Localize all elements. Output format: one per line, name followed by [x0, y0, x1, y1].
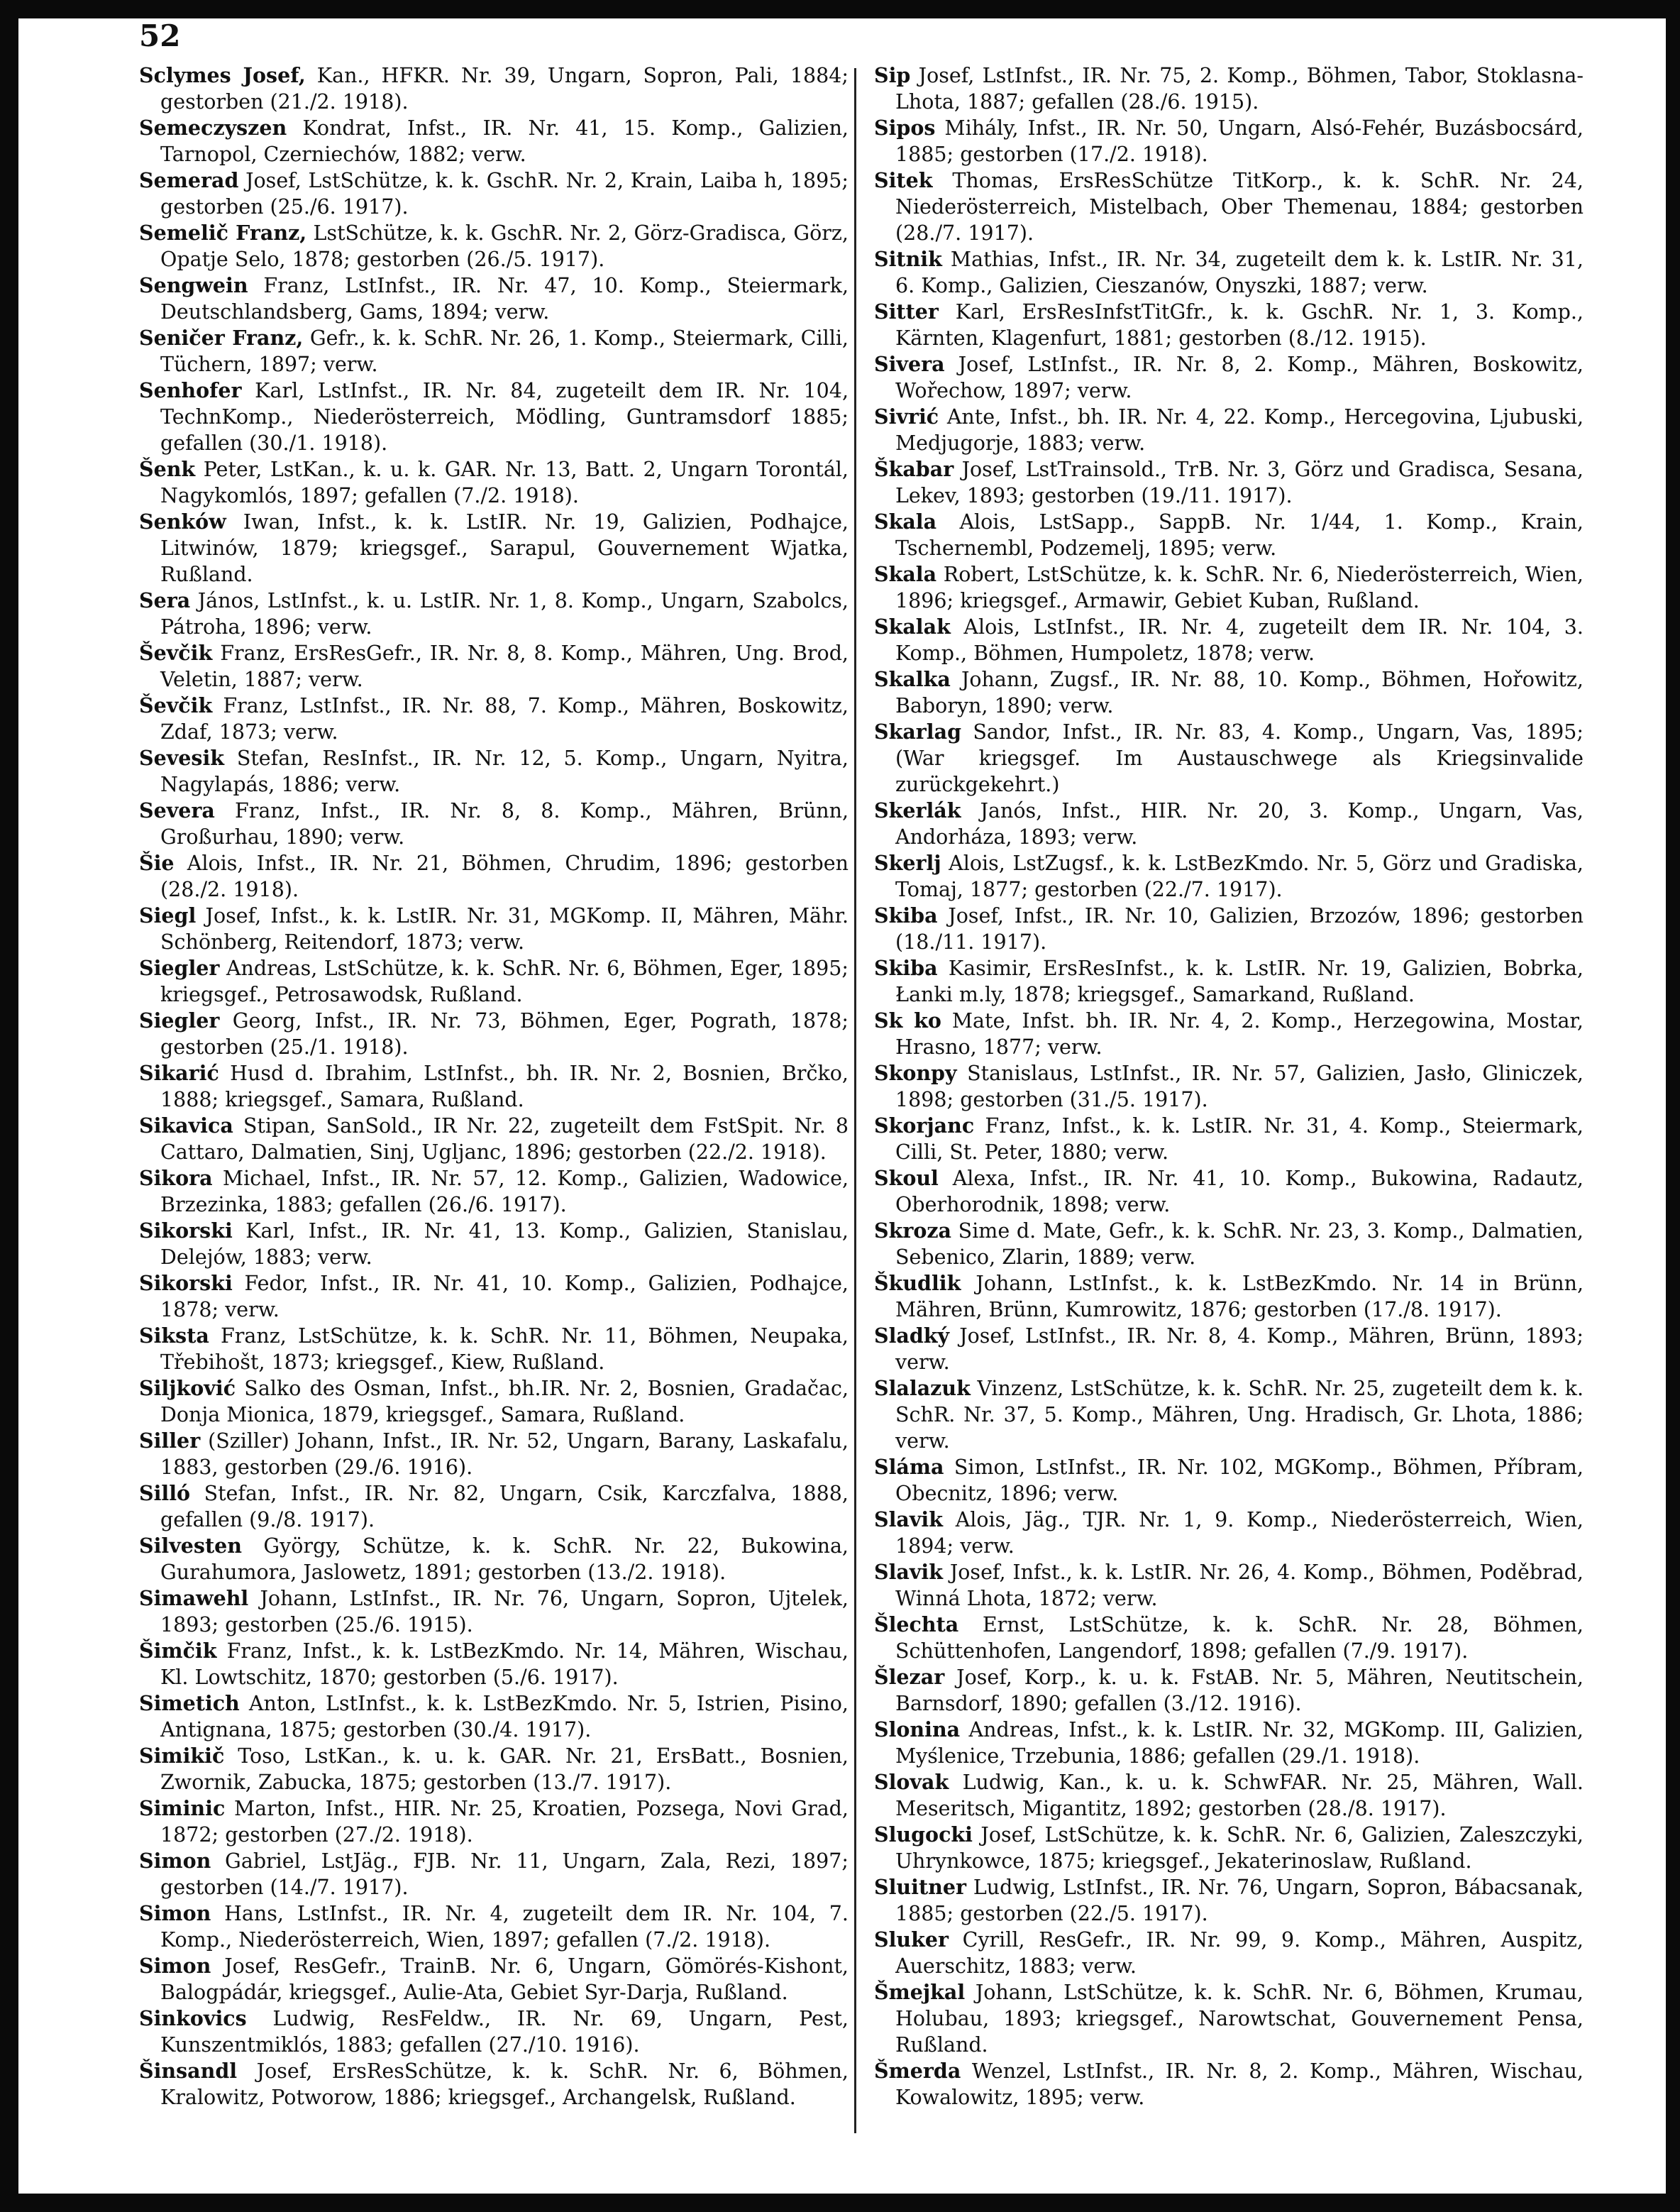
entry-surname: Skroza — [874, 1218, 952, 1243]
entry-details: Sime d. Mate, Gefr., k. k. SchR. Nr. 23, 3. Komp., Dalmatien, Sebenico, Zlarin, 1889; verw. — [895, 1219, 1584, 1269]
entry-surname: Siegler — [139, 1008, 220, 1033]
list-entry — [874, 1323, 1584, 1375]
entry-details: Alois, Jäg., TJR. Nr. 1, 9. Komp., Niederösterreich, Wien, 1894; verw. — [895, 1508, 1584, 1558]
entry-details: Mihály, Infst., IR. Nr. 50, Ungarn, Alsó-Fehér, Buzásbocsárd, 1885; gestorben (17./2. 1918). — [895, 116, 1584, 166]
entry-surname: Simon — [139, 1954, 211, 1978]
list-entry — [874, 1008, 1584, 1060]
list-entry — [874, 614, 1584, 666]
entry-details: Stipan, SanSold., IR Nr. 22, zugeteilt dem FstSpit. Nr. 8 Cattaro, Dalmatien, Sinj, Ugljanc, 1896; gestorben (22./2. 1918). — [160, 1114, 849, 1164]
entry-surname: Simon — [139, 1849, 211, 1873]
entry-surname: Slalazuk — [874, 1376, 971, 1400]
entry-details: Franz, ErsResGefr., IR. Nr. 8, 8. Komp., Mähren, Ung. Brod, Veletin, 1887; verw. — [160, 642, 849, 691]
entry-details: Stefan, Infst., IR. Nr. 82, Ungarn, Csik, Karczfalva, 1888, gefallen (9./8. 1917). — [160, 1482, 849, 1531]
list-entry — [139, 325, 849, 378]
entry-details: Johann, Zugsf., IR. Nr. 88, 10. Komp., Böhmen, Hořowitz, Baboryn, 1890; verw. — [895, 668, 1584, 717]
list-entry — [874, 1874, 1584, 1927]
list-entry — [139, 1533, 849, 1585]
entry-surname: Sikarić — [139, 1061, 219, 1085]
entry-details: György, Schütze, k. k. SchR. Nr. 22, Bukowina, Gurahumora, Jaslowetz, 1891; gestorben (13./2. 1918). — [160, 1534, 849, 1584]
entry-surname: Slavik — [874, 1507, 944, 1531]
entry-details: Alois, LstSapp., SappB. Nr. 1/44, 1. Komp., Krain, Tschernembl, Podzemelj, 1895; verw. — [895, 510, 1584, 560]
list-entry — [139, 1743, 849, 1795]
entry-surname: Skoul — [874, 1166, 939, 1190]
entry-details: János, LstInfst., k. u. LstIR. Nr. 1, 8. Komp., Ungarn, Szabolcs, Pátroha, 1896; verw. — [160, 589, 849, 639]
list-entry — [874, 666, 1584, 719]
list-entry — [139, 62, 849, 115]
list-entry — [139, 1795, 849, 1848]
entry-details: LstSchütze, k. k. GschR. Nr. 2, Görz-Gradisca, Görz, Opatje Selo, 1878; gestorben (26./5. 1917). — [160, 221, 849, 271]
entry-details: Simon, LstInfst., IR. Nr. 102, MGKomp., Böhmen, Příbram, Obecnitz, 1896; verw. — [895, 1456, 1584, 1505]
entry-surname: Simawehl — [139, 1586, 249, 1610]
entry-surname: Sikavica — [139, 1113, 233, 1138]
entry-details: Salko des Osman, Infst., bh.IR. Nr. 2, Bosnien, Gradačac, Donja Mionica, 1879, kriegsgef., Samara, Rußland. — [160, 1377, 849, 1426]
list-entry — [874, 167, 1584, 246]
entry-surname: Šmejkal — [874, 1980, 966, 2004]
entry-surname: Sinkovics — [139, 2006, 247, 2030]
entry-surname: Ševčik — [139, 693, 213, 717]
entry-details: Alois, Infst., IR. Nr. 21, Böhmen, Chrudim, 1896; gestorben (28./2. 1918). — [160, 852, 849, 901]
list-entry — [139, 1690, 849, 1743]
entry-surname: Sk ko — [874, 1008, 941, 1033]
entry-surname: Sera — [139, 588, 191, 612]
entry-details: Josef, ErsResSchütze, k. k. SchR. Nr. 6, Böhmen, Kralowitz, Potworow, 1886; kriegsgef., Archangelsk, Rußland. — [160, 2059, 849, 2109]
list-entry — [139, 1008, 849, 1060]
list-entry — [874, 509, 1584, 561]
entry-details: Vinzenz, LstSchütze, k. k. SchR. Nr. 25, zugeteilt dem k. k. SchR. Nr. 37, 5. Komp., Mähren, Ung. Hradisch, Gr. Lhota, 1886; verw. — [895, 1377, 1584, 1453]
list-entry — [139, 798, 849, 850]
entry-surname: Šmerda — [874, 2059, 961, 2083]
list-entry — [139, 2058, 849, 2111]
list-entry — [874, 561, 1584, 614]
list-entry — [874, 1060, 1584, 1113]
list-entry — [874, 798, 1584, 850]
entry-surname: Skerlák — [874, 798, 961, 822]
entry-details: Sandor, Infst., IR. Nr. 83, 4. Komp., Ungarn, Vas, 1895; (War kriegsgef. Im Austauschwege als Kriegsinvalide zurückgekehrt.) — [895, 720, 1584, 796]
column-divider — [854, 68, 856, 2133]
entry-surname: Siller — [139, 1429, 201, 1453]
entry-surname: Sip — [874, 63, 911, 87]
list-entry — [874, 299, 1584, 351]
entry-surname: Sevesik — [139, 746, 225, 770]
entry-details: Alois, LstInfst., IR. Nr. 4, zugeteilt dem IR. Nr. 104, 3. Komp., Böhmen, Humpoletz, 1878; verw. — [895, 615, 1584, 665]
entry-surname: Semeczyszen — [139, 116, 287, 140]
entry-surname: Severa — [139, 798, 215, 822]
entry-surname: Ševčik — [139, 641, 213, 665]
entry-surname: Silló — [139, 1481, 191, 1505]
entry-details: Gabriel, LstJäg., FJB. Nr. 11, Ungarn, Zala, Rezi, 1897; gestorben (14./7. 1917). — [160, 1849, 849, 1899]
entry-details: Ludwig, LstInfst., IR. Nr. 76, Ungarn, Sopron, Bábacsanak, 1885; gestorben (22./5. 1917). — [895, 1876, 1584, 1925]
list-entry — [874, 903, 1584, 955]
entry-details: Kan., HFKR. Nr. 39, Ungarn, Sopron, Pali, 1884; gestorben (21./2. 1918). — [160, 64, 849, 114]
entry-surname: Skorjanc — [874, 1113, 975, 1138]
entry-details: Josef, LstTrainsold., TrB. Nr. 3, Görz und Gradisca, Sesana, Lekev, 1893; gestorben (19./11. 1917). — [895, 458, 1584, 507]
entry-details: Kasimir, ErsResInfst., k. k. LstIR. Nr. 19, Galizien, Bobrka, Łanki m.ly, 1878; kriegsgef., Samarkand, Rußland. — [895, 957, 1584, 1006]
entry-details: Josef, LstSchütze, k. k. GschR. Nr. 2, Krain, Laiba h, 1895; gestorben (25./6. 1917). — [160, 169, 849, 219]
entry-details: (Sziller) Johann, Infst., IR. Nr. 52, Ungarn, Barany, Laskafalu, 1883, gestorben (29./6. 1916). — [160, 1429, 849, 1479]
list-entry — [874, 1979, 1584, 2058]
page-number: 52 — [139, 18, 181, 53]
entry-surname: Semerad — [139, 168, 239, 192]
list-entry — [139, 1848, 849, 1900]
entry-details: Stefan, ResInfst., IR. Nr. 12, 5. Komp., Ungarn, Nyitra, Nagylapás, 1886; verw. — [160, 747, 849, 796]
entry-details: Kondrat, Infst., IR. Nr. 41, 15. Komp., Galizien, Tarnopol, Czerniechów, 1882; verw. — [160, 116, 849, 166]
entry-surname: Siegler — [139, 956, 220, 980]
list-entry — [139, 220, 849, 273]
entry-surname: Sitek — [874, 168, 933, 192]
entry-surname: Sclymes Josef, — [139, 63, 306, 87]
entry-surname: Slavik — [874, 1560, 944, 1584]
entry-surname: Šenk — [139, 457, 196, 481]
entry-details: Georg, Infst., IR. Nr. 73, Böhmen, Eger, Pograth, 1878; gestorben (25./1. 1918). — [160, 1009, 849, 1059]
entry-details: Josef, LstInfst., IR. Nr. 8, 2. Komp., Mähren, Boskowitz, Wořechow, 1897; verw. — [895, 353, 1584, 402]
entry-details: Josef, Infst., IR. Nr. 10, Galizien, Brzozów, 1896; gestorben (18./11. 1917). — [895, 904, 1584, 954]
list-entry — [139, 115, 849, 167]
entry-details: Karl, LstInfst., IR. Nr. 84, zugeteilt dem IR. Nr. 104, TechnKomp., Niederösterreich, Mödling, Guntramsdorf 1885; gefallen (30./1. 1918). — [160, 379, 849, 455]
entry-surname: Skala — [874, 562, 937, 586]
entry-details: Stanislaus, LstInfst., IR. Nr. 57, Galizien, Jasło, Gliniczek, 1898; gestorben (31./5. 1917). — [895, 1062, 1584, 1111]
entry-surname: Skerlj — [874, 851, 941, 875]
list-entry — [139, 1375, 849, 1428]
entry-details: Josef, Infst., k. k. LstIR. Nr. 31, MGKomp. II, Mähren, Mähr. Schönberg, Reitendorf, 1873; verw. — [160, 904, 849, 954]
entry-details: Alexa, Infst., IR. Nr. 41, 10. Komp., Bukowina, Radautz, Oberhorodnik, 1898; verw. — [895, 1167, 1584, 1216]
entry-surname: Skiba — [874, 903, 938, 928]
entry-details: Janós, Infst., HIR. Nr. 20, 3. Komp., Ungarn, Vas, Andorháza, 1893; verw. — [895, 799, 1584, 849]
entry-details: Franz, Infst., IR. Nr. 8, 8. Komp., Mähren, Brünn, Großurhau, 1890; verw. — [160, 799, 849, 849]
entry-surname: Šinsandl — [139, 2059, 238, 2083]
entry-surname: Sivera — [874, 352, 945, 376]
list-entry — [874, 351, 1584, 404]
entry-surname: Siegl — [139, 903, 197, 928]
entry-details: Marton, Infst., HIR. Nr. 25, Kroatien, Pozsega, Novi Grad, 1872; gestorben (27./2. 1918). — [160, 1797, 849, 1847]
entry-details: Ante, Infst., bh. IR. Nr. 4, 22. Komp., Hercegovina, Ljubuski, Medjugorje, 1883; verw. — [895, 405, 1584, 455]
entry-details: Johann, LstSchütze, k. k. SchR. Nr. 6, Böhmen, Krumau, Holubau, 1893; kriegsgef., Narowtschat, Gouvernement Pensa, Rußland. — [895, 1981, 1584, 2057]
entry-surname: Sikorski — [139, 1218, 233, 1243]
entry-details: Cyrill, ResGefr., IR. Nr. 99, 9. Komp., Mähren, Auspitz, Auerschitz, 1883; verw. — [895, 1928, 1584, 1978]
entry-surname: Semelič Franz, — [139, 221, 307, 245]
entry-details: Peter, LstKan., k. u. k. GAR. Nr. 13, Batt. 2, Ungarn Torontál, Nagykomlós, 1897; gefallen (7./2. 1918). — [160, 458, 849, 507]
list-entry — [874, 2058, 1584, 2111]
entry-details: Josef, ResGefr., TrainB. Nr. 6, Ungarn, Gömörés-Kishont, Balogpádár, kriegsgef., Aulie-Ata, Gebiet Syr-Darja, Rußland. — [160, 1954, 849, 2004]
entry-details: Iwan, Infst., k. k. LstIR. Nr. 19, Galizien, Podhajce, Litwinów, 1879; kriegsgef., Sarapul, Gouvernement Wjatka, Rußland. — [160, 510, 849, 586]
list-entry — [139, 640, 849, 693]
entry-surname: Slovak — [874, 1770, 949, 1794]
list-entry — [874, 719, 1584, 798]
entry-surname: Sladký — [874, 1324, 950, 1348]
entry-details: Franz, Infst., k. k. LstIR. Nr. 31, 4. Komp., Steiermark, Cilli, St. Peter, 1880; verw. — [895, 1114, 1584, 1164]
entry-details: Robert, LstSchütze, k. k. SchR. Nr. 6, Niederösterreich, Wien, 1896; kriegsgef., Armawir, Gebiet Kuban, Rußland. — [895, 563, 1584, 612]
list-entry — [139, 378, 849, 456]
entry-surname: Skiba — [874, 956, 938, 980]
entry-details: Hans, LstInfst., IR. Nr. 4, zugeteilt dem IR. Nr. 104, 7. Komp., Niederösterreich, Wien, 1897; gefallen (7./2. 1918). — [160, 1902, 849, 1952]
entry-details: Michael, Infst., IR. Nr. 57, 12. Komp., Galizien, Wadowice, Brzezinka, 1883; gefallen (26./6. 1917). — [160, 1167, 849, 1216]
list-entry — [874, 1717, 1584, 1769]
entry-surname: Skala — [874, 510, 937, 534]
list-entry — [874, 1218, 1584, 1270]
entry-surname: Siksta — [139, 1324, 209, 1348]
entry-surname: Sivrić — [874, 405, 939, 429]
entry-details: Andreas, Infst., k. k. LstIR. Nr. 32, MGKomp. III, Galizien, Myślenice, Trzebunia, 1886; gefallen (29./1. 1918). — [895, 1718, 1584, 1768]
entry-surname: Škabar — [874, 457, 954, 481]
entry-details: Andreas, LstSchütze, k. k. SchR. Nr. 6, Böhmen, Eger, 1895; kriegsgef., Petrosawodsk, Rußland. — [160, 957, 849, 1006]
list-entry — [874, 955, 1584, 1008]
entry-details: Gefr., k. k. SchR. Nr. 26, 1. Komp., Steiermark, Cilli, Tüchern, 1897; verw. — [160, 326, 849, 376]
entry-surname: Sitnik — [874, 247, 942, 271]
entry-surname: Skarlag — [874, 720, 962, 744]
entry-surname: Sluitner — [874, 1875, 966, 1899]
entry-surname: Sláma — [874, 1455, 944, 1479]
list-entry — [139, 1480, 849, 1533]
list-entry — [139, 745, 849, 798]
list-entry — [874, 1769, 1584, 1822]
entry-surname: Sipos — [874, 116, 936, 140]
entry-surname: Senhofer — [139, 378, 242, 402]
list-entry — [874, 1822, 1584, 1874]
list-entry — [139, 167, 849, 220]
right-column — [874, 62, 1584, 2111]
left-column — [139, 62, 849, 2111]
entry-surname: Sikora — [139, 1166, 213, 1190]
list-entry — [874, 1612, 1584, 1664]
list-entry — [139, 273, 849, 325]
list-entry — [874, 1270, 1584, 1323]
entry-surname: Šlezar — [874, 1665, 945, 1689]
list-entry — [874, 456, 1584, 509]
entry-surname: Simon — [139, 1901, 211, 1925]
entry-surname: Simetich — [139, 1691, 240, 1715]
entry-details: Mate, Infst. bh. IR. Nr. 4, 2. Komp., Herzegowina, Mostar, Hrasno, 1877; verw. — [895, 1009, 1584, 1059]
list-entry — [139, 509, 849, 588]
entry-surname: Škudlik — [874, 1271, 961, 1295]
list-entry — [139, 955, 849, 1008]
list-entry — [874, 62, 1584, 115]
list-entry — [874, 404, 1584, 456]
list-entry — [139, 903, 849, 955]
list-entry — [139, 1060, 849, 1113]
entry-details: Franz, Infst., k. k. LstBezKmdo. Nr. 14, Mähren, Wischau, Kl. Lowtschitz, 1870; gestorben (5./6. 1917). — [160, 1639, 849, 1689]
list-entry — [874, 1507, 1584, 1559]
entry-details: Franz, LstSchütze, k. k. SchR. Nr. 11, Böhmen, Neupaka, Třebihošt, 1873; kriegsgef., Kiew, Rußland. — [160, 1324, 849, 1374]
list-entry — [874, 1559, 1584, 1612]
list-entry — [139, 1953, 849, 2005]
list-entry — [874, 1927, 1584, 1979]
entry-details: Karl, Infst., IR. Nr. 41, 13. Komp., Galizien, Stanislau, Delejów, 1883; verw. — [160, 1219, 849, 1269]
list-entry — [874, 1165, 1584, 1218]
list-entry — [139, 1638, 849, 1690]
entry-details: Ernst, LstSchütze, k. k. SchR. Nr. 28, Böhmen, Schüttenhofen, Langendorf, 1898; gefallen (7./9. 1917). — [895, 1613, 1584, 1663]
entry-details: Johann, LstInfst., k. k. LstBezKmdo. Nr. 14 in Brünn, Mähren, Brünn, Kumrowitz, 1876; gestorben (17./8. 1917). — [895, 1272, 1584, 1321]
list-entry — [139, 2005, 849, 2058]
list-entry — [874, 1454, 1584, 1507]
list-entry — [139, 1270, 849, 1323]
list-entry — [139, 1165, 849, 1218]
entry-surname: Šimčik — [139, 1639, 217, 1663]
entry-details: Alois, LstZugsf., k. k. LstBezKmdo. Nr. 5, Görz und Gradiska, Tomaj, 1877; gestorben (22./7. 1917). — [895, 852, 1584, 901]
list-entry — [874, 1113, 1584, 1165]
entry-surname: Siminic — [139, 1796, 226, 1820]
entry-details: Mathias, Infst., IR. Nr. 34, zugeteilt dem k. k. LstIR. Nr. 31, 6. Komp., Galizien, Cieszanów, Onyszki, 1887; verw. — [895, 248, 1584, 297]
entry-details: Anton, LstInfst., k. k. LstBezKmdo. Nr. 5, Istrien, Pisino, Antignana, 1875; gestorben (30./4. 1917). — [160, 1692, 849, 1741]
list-entry — [874, 1375, 1584, 1454]
entry-surname: Seničer Franz, — [139, 326, 304, 350]
list-entry — [139, 1323, 849, 1375]
entry-details: Wenzel, LstInfst., IR. Nr. 8, 2. Komp., Mähren, Wischau, Kowalowitz, 1895; verw. — [895, 2059, 1584, 2109]
entry-surname: Šie — [139, 851, 175, 875]
entry-surname: Sengwein — [139, 273, 248, 297]
list-entry — [139, 1218, 849, 1270]
entry-details: Johann, LstInfst., IR. Nr. 76, Ungarn, Sopron, Ujtelek, 1893; gestorben (25./6. 1915). — [160, 1587, 849, 1636]
entry-surname: Siljković — [139, 1376, 236, 1400]
list-entry — [874, 246, 1584, 299]
list-entry — [139, 588, 849, 640]
entry-surname: Simikič — [139, 1744, 225, 1768]
entry-surname: Skonpy — [874, 1061, 957, 1085]
list-entry — [139, 456, 849, 509]
entry-details: Josef, Infst., k. k. LstIR. Nr. 26, 4. Komp., Böhmen, Poděbrad, Winná Lhota, 1872; verw. — [895, 1561, 1584, 1610]
entry-details: Franz, LstInfst., IR. Nr. 88, 7. Komp., Mähren, Boskowitz, Zdaf, 1873; verw. — [160, 694, 849, 744]
entry-details: Fedor, Infst., IR. Nr. 41, 10. Komp., Galizien, Podhajce, 1878; verw. — [160, 1272, 849, 1321]
list-entry — [874, 850, 1584, 903]
entry-details: Josef, LstInfst., IR. Nr. 75, 2. Komp., Böhmen, Tabor, Stoklasna-Lhota, 1887; gefallen (28./6. 1915). — [895, 64, 1584, 114]
entry-surname: Senków — [139, 510, 226, 534]
entry-details: Ludwig, ResFeldw., IR. Nr. 69, Ungarn, Pest, Kunszentmiklós, 1883; gefallen (27./10. 1916). — [160, 2007, 849, 2057]
entry-surname: Slonina — [874, 1717, 961, 1741]
list-entry — [139, 1900, 849, 1953]
entry-surname: Sikorski — [139, 1271, 233, 1295]
entry-details: Husd d. Ibrahim, LstInfst., bh. IR. Nr. 2, Bosnien, Brčko, 1888; kriegsgef., Samara, Rußland. — [160, 1062, 849, 1111]
entry-details: Josef, LstSchütze, k. k. SchR. Nr. 6, Galizien, Zaleszczyki, Uhrynkowce, 1875; kriegsgef., Jekaterinoslaw, Rußland. — [895, 1823, 1584, 1873]
list-entry — [874, 1664, 1584, 1717]
entry-surname: Sitter — [874, 299, 939, 324]
entry-surname: Silvesten — [139, 1534, 242, 1558]
entry-surname: Šlechta — [874, 1612, 959, 1636]
entry-surname: Sluker — [874, 1927, 949, 1952]
entry-surname: Skalak — [874, 615, 951, 639]
entry-surname: Skalka — [874, 667, 951, 691]
list-entry — [139, 850, 849, 903]
entry-details: Karl, ErsResInfstTitGfr., k. k. GschR. Nr. 1, 3. Komp., Kärnten, Klagenfurt, 1881; gestorben (8./12. 1915). — [895, 300, 1584, 350]
entry-details: Franz, LstInfst., IR. Nr. 47, 10. Komp., Steiermark, Deutschlandsberg, Gams, 1894; verw. — [160, 274, 849, 324]
entry-details: Ludwig, Kan., k. u. k. SchwFAR. Nr. 25, Mähren, Wall. Meseritsch, Migantitz, 1892; gestorben (28./8. 1917). — [895, 1771, 1584, 1820]
entry-details: Josef, Korp., k. u. k. FstAB. Nr. 5, Mähren, Neutitschein, Barnsdorf, 1890; gefallen (3./12. 1916). — [895, 1666, 1584, 1715]
list-entry — [139, 1585, 849, 1638]
entry-surname: Slugocki — [874, 1822, 973, 1847]
entry-details: Toso, LstKan., k. u. k. GAR. Nr. 21, ErsBatt., Bosnien, Zwornik, Zabucka, 1875; gestorben (13./7. 1917). — [160, 1744, 849, 1794]
list-entry — [139, 1428, 849, 1480]
list-entry — [139, 1113, 849, 1165]
list-entry — [874, 115, 1584, 167]
entry-details: Thomas, ErsResSchütze TitKorp., k. k. SchR. Nr. 24, Niederösterreich, Mistelbach, Ober Themenau, 1884; gestorben (28./7. 1917). — [895, 169, 1584, 245]
list-entry — [139, 693, 849, 745]
entry-details: Josef, LstInfst., IR. Nr. 8, 4. Komp., Mähren, Brünn, 1893; verw. — [895, 1324, 1584, 1374]
